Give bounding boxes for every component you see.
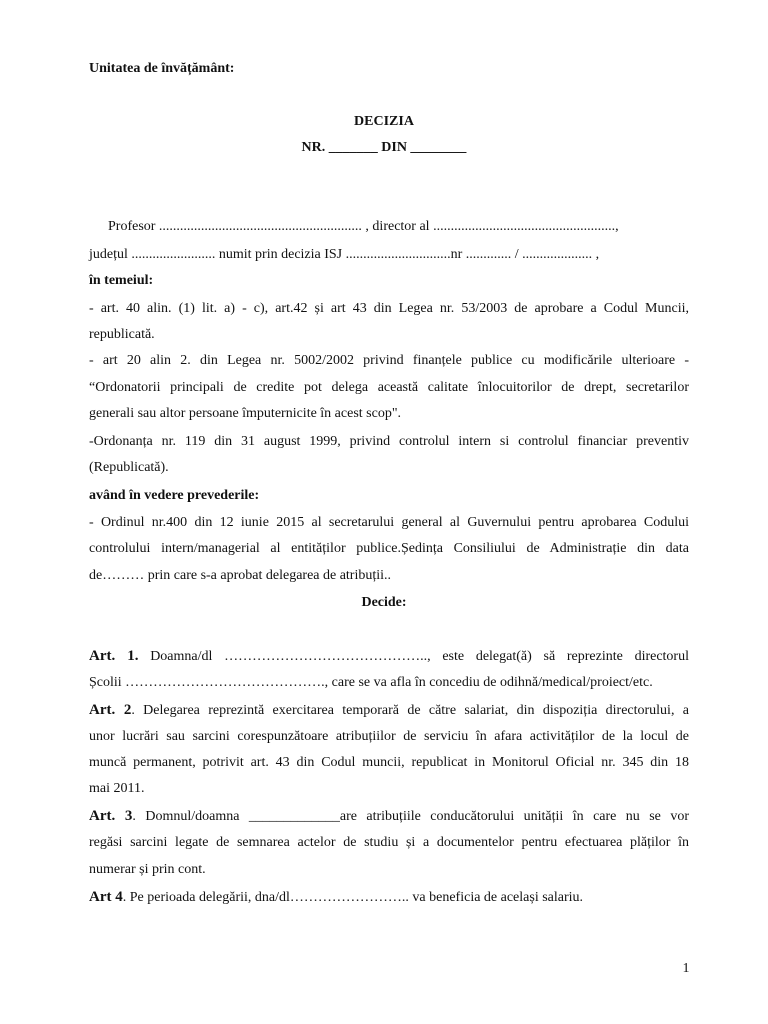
provisions-line-3: de……… prin care s-a aprobat delegarea de atribuții.. xyxy=(89,568,392,583)
article-4-text: . Pe perioada delegării, dna/dl…………………….. va beneficia de același salariu. xyxy=(122,890,584,905)
article-2-line-4: mai 2011. xyxy=(89,781,145,796)
article-3-line-3: numerar și prin cont. xyxy=(89,862,206,877)
legal-basis-2-line-2: “Ordonatorii principali de credite pot delega această calitate înlocuitorilor de drept, secretarilor xyxy=(89,380,689,395)
article-1-line-2: Școlii ……………………………………., care se va afla în concediu de odihnă/medical/proiect/etc. xyxy=(89,675,653,690)
legal-basis-2-line-1: - art 20 alin 2. din Legea nr. 5002/2002 privind finanțele publice cu modificările ulterioare - xyxy=(89,353,689,368)
document-title: DECIZIA xyxy=(354,114,414,129)
article-3-label: Art. 3 xyxy=(89,808,133,824)
provisions-line-1: - Ordinul nr.400 din 12 iunie 2015 al secretarului general al Guvernului pentru aprobarea Codului xyxy=(89,515,689,530)
page-number: 1 xyxy=(682,961,690,976)
article-2-line-2: unor lucrări sau sarcini corespunzătoare atribuțiilor de serviciu în afara activităților de la locul de xyxy=(89,729,689,744)
decision-number-line: NR. _______ DIN ________ xyxy=(301,140,467,155)
article-1-label: Art. 1. xyxy=(89,648,139,664)
article-1-line-1 xyxy=(89,647,689,666)
article-3-text: . Domnul/doamna _____________are atribuțiile conducătorului unității în care nu se vor xyxy=(132,809,689,824)
intro-line-1: Profesor .......................................................... , director al ...................................................., xyxy=(108,219,619,234)
article-2-label: Art. 2 xyxy=(89,702,132,718)
article-2-line-1 xyxy=(89,701,689,720)
provisions-line-2: controlului intern/managerial al entităților publice.Ședința Consiliului de Administrație din data xyxy=(89,541,689,556)
intro-line-2: județul ........................ numit prin decizia ISJ ..............................nr ............. / .................... , xyxy=(89,247,600,262)
article-3-line-2: regăsi sarcini legate de semnarea actelor de studiu și a documentelor pentru efectuarea plăților în xyxy=(89,835,689,850)
legal-basis-3-line-2: (Republicată). xyxy=(89,460,169,475)
article-1-text: Doamna/dl …………………………………….., este delegat(ă) să reprezinte directorul xyxy=(138,649,689,664)
article-2-text: . Delegarea reprezintă exercitarea temporară de către salariat, din dispoziția directorului, a xyxy=(131,703,689,718)
unit-label: Unitatea de învățământ: xyxy=(89,61,235,76)
article-2-line-3: muncă permanent, potrivit art. 43 din Codul muncii, republicat in Monitorul Oficial nr. 345 din 18 xyxy=(89,755,689,770)
article-3-line-1 xyxy=(89,807,689,826)
legal-basis-3-line-1: -Ordonanța nr. 119 din 31 august 1999, privind controlul intern si controlul financiar preventiv xyxy=(89,434,689,449)
article-4-label: Art 4 xyxy=(89,889,123,905)
decide-heading: Decide: xyxy=(361,595,407,610)
legal-basis-1-line-1: - art. 40 alin. (1) lit. a) - c), art.42 și art 43 din Legea nr. 53/2003 de aprobare a Codul Muncii, xyxy=(89,301,689,316)
article-4-line-1 xyxy=(89,888,689,907)
provisions-heading: având în vedere prevederile: xyxy=(89,488,260,503)
legal-basis-1-line-2: republicată. xyxy=(89,327,155,342)
in-temeiul-heading: în temeiul: xyxy=(89,273,154,288)
legal-basis-2-line-3: generali sau altor persoane împuternicite în acest scop". xyxy=(89,406,402,421)
